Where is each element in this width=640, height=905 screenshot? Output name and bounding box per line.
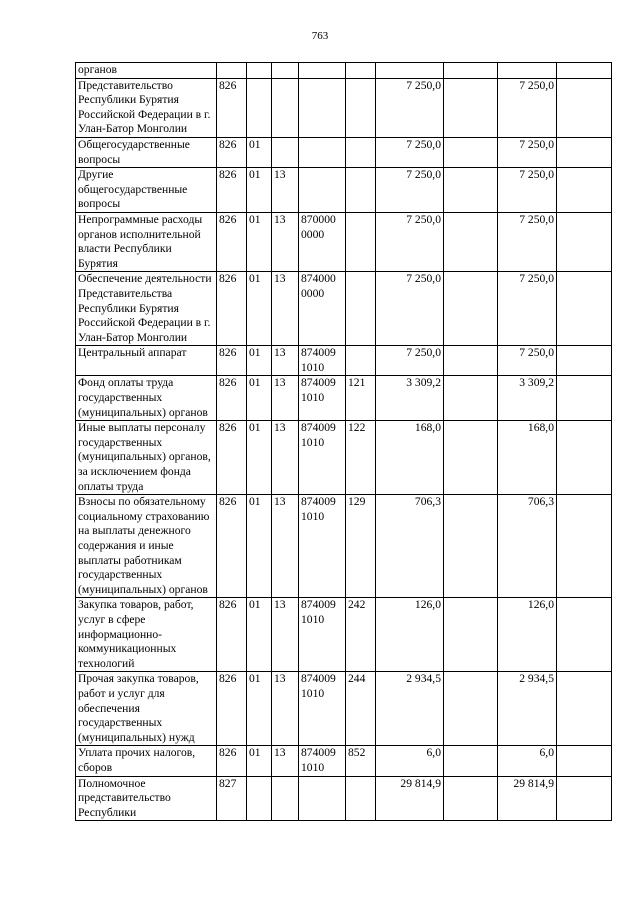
expense-type-cell: 242 xyxy=(346,598,376,672)
amount-cell: 6,0 xyxy=(498,746,557,776)
amount-cell xyxy=(557,598,612,672)
amount-cell xyxy=(444,495,498,598)
section-code-cell xyxy=(247,78,272,137)
amount-cell xyxy=(557,78,612,137)
row-name-cell: Центральный аппарат xyxy=(76,346,217,376)
table-row xyxy=(76,168,612,213)
amount-cell xyxy=(444,346,498,376)
subsection-code-cell: 13 xyxy=(272,376,299,421)
row-name-cell: Фонд оплаты труда государственных (муниципальных) органов xyxy=(76,376,217,421)
expense-type-cell xyxy=(346,168,376,213)
subsection-code-cell: 13 xyxy=(272,168,299,213)
section-code-cell: 01 xyxy=(247,746,272,776)
expense-type-cell xyxy=(346,346,376,376)
amount-cell: 3 309,2 xyxy=(498,376,557,421)
table-row xyxy=(76,495,612,598)
amount-cell: 7 250,0 xyxy=(376,137,444,167)
target-article-cell: 874009 1010 xyxy=(299,598,346,672)
table-row xyxy=(76,346,612,376)
amount-cell: 7 250,0 xyxy=(498,346,557,376)
amount-cell: 706,3 xyxy=(376,495,444,598)
row-name-cell: Общегосударственные вопросы xyxy=(76,137,217,167)
target-article-cell: 874000 0000 xyxy=(299,272,346,346)
admin-code-cell: 826 xyxy=(217,168,247,213)
admin-code-cell: 826 xyxy=(217,746,247,776)
amount-cell xyxy=(444,63,498,79)
subsection-code-cell xyxy=(272,78,299,137)
table-row xyxy=(76,421,612,495)
target-article-cell: 874009 1010 xyxy=(299,495,346,598)
expense-type-cell: 122 xyxy=(346,421,376,495)
table-row xyxy=(76,376,612,421)
table-row xyxy=(76,137,612,167)
amount-cell: 7 250,0 xyxy=(376,168,444,213)
admin-code-cell xyxy=(217,63,247,79)
admin-code-cell: 826 xyxy=(217,212,247,271)
amount-cell xyxy=(444,746,498,776)
subsection-code-cell: 13 xyxy=(272,212,299,271)
subsection-code-cell: 13 xyxy=(272,346,299,376)
expense-type-cell xyxy=(346,212,376,271)
row-name-cell: Прочая закупка товаров, работ и услуг для обеспечения государственных (муниципальных) нужд xyxy=(76,672,217,746)
admin-code-cell: 827 xyxy=(217,776,247,821)
target-article-cell: 874009 1010 xyxy=(299,421,346,495)
target-article-cell xyxy=(299,78,346,137)
page-number: 763 xyxy=(311,30,329,42)
subsection-code-cell: 13 xyxy=(272,746,299,776)
subsection-code-cell xyxy=(272,776,299,821)
section-code-cell: 01 xyxy=(247,495,272,598)
amount-cell: 168,0 xyxy=(498,421,557,495)
amount-cell xyxy=(557,376,612,421)
section-code-cell: 01 xyxy=(247,137,272,167)
target-article-cell xyxy=(299,137,346,167)
target-article-cell: 870000 0000 xyxy=(299,212,346,271)
target-article-cell xyxy=(299,776,346,821)
amount-cell: 3 309,2 xyxy=(376,376,444,421)
amount-cell xyxy=(498,63,557,79)
table-row xyxy=(76,672,612,746)
row-name-cell: Полномочное представительство Республики xyxy=(76,776,217,821)
admin-code-cell: 826 xyxy=(217,346,247,376)
target-article-cell: 874009 1010 xyxy=(299,672,346,746)
target-article-cell xyxy=(299,168,346,213)
expense-type-cell: 852 xyxy=(346,746,376,776)
amount-cell xyxy=(444,137,498,167)
table-row xyxy=(76,63,612,79)
amount-cell xyxy=(444,272,498,346)
expense-type-cell: 129 xyxy=(346,495,376,598)
amount-cell xyxy=(557,495,612,598)
amount-cell: 7 250,0 xyxy=(376,78,444,137)
admin-code-cell: 826 xyxy=(217,421,247,495)
section-code-cell: 01 xyxy=(247,598,272,672)
amount-cell xyxy=(444,598,498,672)
table-row xyxy=(76,212,612,271)
row-name-cell: Закупка товаров, работ, услуг в сфере информационно-коммуникационных технологий xyxy=(76,598,217,672)
amount-cell: 7 250,0 xyxy=(376,272,444,346)
amount-cell: 29 814,9 xyxy=(376,776,444,821)
amount-cell xyxy=(557,168,612,213)
admin-code-cell: 826 xyxy=(217,272,247,346)
amount-cell: 706,3 xyxy=(498,495,557,598)
row-name-cell: Непрограммные расходы органов исполнительной власти Республики Бурятия xyxy=(76,212,217,271)
amount-cell: 29 814,9 xyxy=(498,776,557,821)
subsection-code-cell: 13 xyxy=(272,421,299,495)
amount-cell: 126,0 xyxy=(498,598,557,672)
subsection-code-cell: 13 xyxy=(272,598,299,672)
amount-cell: 7 250,0 xyxy=(498,137,557,167)
amount-cell xyxy=(557,137,612,167)
admin-code-cell: 826 xyxy=(217,672,247,746)
row-name-cell: Представительство Республики Бурятия Российской Федерации в г. Улан-Батор Монголии xyxy=(76,78,217,137)
amount-cell xyxy=(557,212,612,271)
row-name-cell: Обеспечение деятельности Представительства Республики Бурятия Российской Федерации в г. Улан-Батор Монголии xyxy=(76,272,217,346)
amount-cell: 168,0 xyxy=(376,421,444,495)
expense-type-cell xyxy=(346,63,376,79)
amount-cell: 7 250,0 xyxy=(376,346,444,376)
section-code-cell: 01 xyxy=(247,272,272,346)
row-name-cell: Уплата прочих налогов, сборов xyxy=(76,746,217,776)
amount-cell xyxy=(557,672,612,746)
amount-cell xyxy=(557,776,612,821)
row-name-cell: Иные выплаты персоналу государственных (муниципальных) органов, за исключением фонда оплаты труда xyxy=(76,421,217,495)
target-article-cell: 874009 1010 xyxy=(299,346,346,376)
admin-code-cell: 826 xyxy=(217,495,247,598)
section-code-cell xyxy=(247,63,272,79)
subsection-code-cell xyxy=(272,63,299,79)
subsection-code-cell: 13 xyxy=(272,272,299,346)
amount-cell xyxy=(444,421,498,495)
amount-cell: 2 934,5 xyxy=(498,672,557,746)
subsection-code-cell: 13 xyxy=(272,672,299,746)
amount-cell: 7 250,0 xyxy=(376,212,444,271)
section-code-cell: 01 xyxy=(247,346,272,376)
row-name-cell: Другие общегосударственные вопросы xyxy=(76,168,217,213)
row-name-cell: органов xyxy=(76,63,217,79)
table-row xyxy=(76,598,612,672)
expense-type-cell: 121 xyxy=(346,376,376,421)
expense-type-cell xyxy=(346,137,376,167)
amount-cell xyxy=(444,672,498,746)
amount-cell xyxy=(557,63,612,79)
section-code-cell: 01 xyxy=(247,376,272,421)
admin-code-cell: 826 xyxy=(217,598,247,672)
amount-cell xyxy=(376,63,444,79)
expense-type-cell xyxy=(346,776,376,821)
amount-cell: 7 250,0 xyxy=(498,168,557,213)
table-row xyxy=(76,272,612,346)
amount-cell xyxy=(557,346,612,376)
expense-type-cell: 244 xyxy=(346,672,376,746)
amount-cell: 126,0 xyxy=(376,598,444,672)
admin-code-cell: 826 xyxy=(217,137,247,167)
amount-cell xyxy=(444,78,498,137)
amount-cell: 7 250,0 xyxy=(498,78,557,137)
table-row xyxy=(76,78,612,137)
expense-type-cell xyxy=(346,78,376,137)
admin-code-cell: 826 xyxy=(217,376,247,421)
amount-cell xyxy=(444,212,498,271)
section-code-cell xyxy=(247,776,272,821)
section-code-cell: 01 xyxy=(247,672,272,746)
subsection-code-cell xyxy=(272,137,299,167)
table-row xyxy=(76,746,612,776)
amount-cell: 7 250,0 xyxy=(498,272,557,346)
amount-cell xyxy=(557,272,612,346)
section-code-cell: 01 xyxy=(247,421,272,495)
table-row xyxy=(76,776,612,821)
row-name-cell: Взносы по обязательному социальному страхованию на выплаты денежного содержания и иные выплаты работникам государственных (муниципальных) органов xyxy=(76,495,217,598)
target-article-cell: 874009 1010 xyxy=(299,746,346,776)
admin-code-cell: 826 xyxy=(217,78,247,137)
amount-cell: 7 250,0 xyxy=(498,212,557,271)
section-code-cell: 01 xyxy=(247,168,272,213)
subsection-code-cell: 13 xyxy=(272,495,299,598)
amount-cell xyxy=(444,776,498,821)
amount-cell: 2 934,5 xyxy=(376,672,444,746)
amount-cell xyxy=(557,746,612,776)
expense-type-cell xyxy=(346,272,376,346)
section-code-cell: 01 xyxy=(247,212,272,271)
amount-cell xyxy=(444,168,498,213)
target-article-cell xyxy=(299,63,346,79)
amount-cell: 6,0 xyxy=(376,746,444,776)
amount-cell xyxy=(444,376,498,421)
budget-table-body xyxy=(76,63,612,821)
amount-cell xyxy=(557,421,612,495)
budget-table xyxy=(75,62,612,821)
target-article-cell: 874009 1010 xyxy=(299,376,346,421)
